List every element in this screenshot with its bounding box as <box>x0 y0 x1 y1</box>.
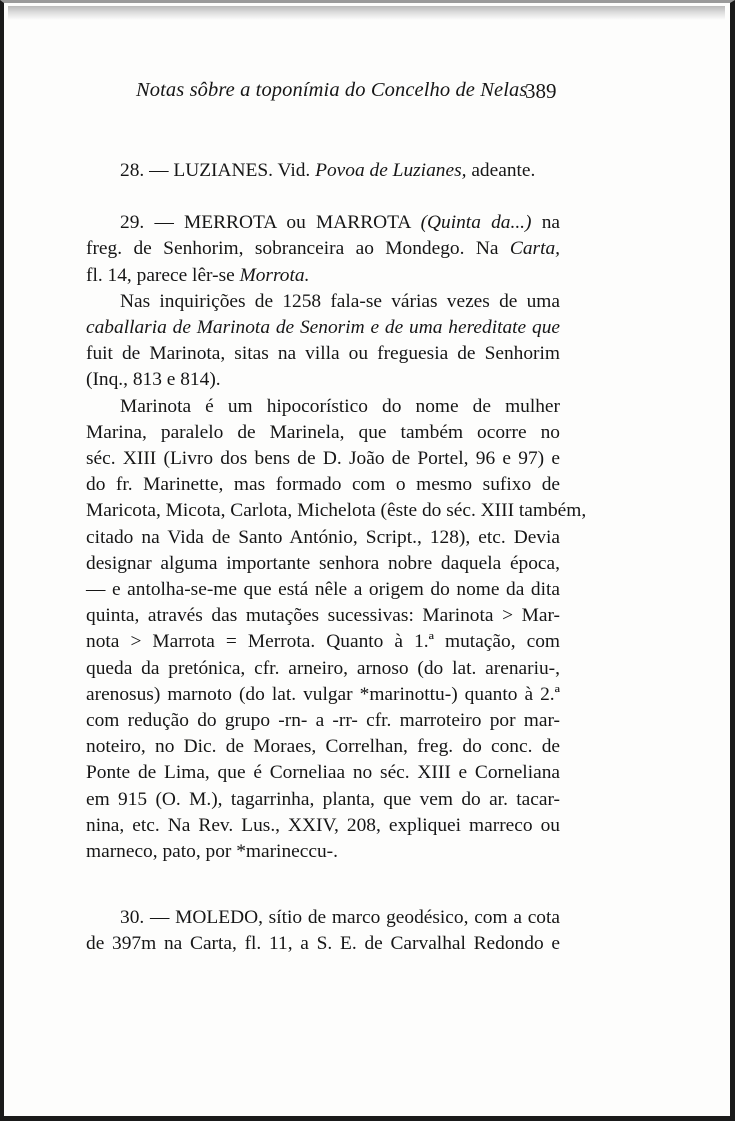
text-line: em 915 (O. M.), tagarrinha, planta, que vem do ar. tacar- <box>86 788 560 810</box>
text-run-italic: Carta, <box>509 238 560 260</box>
text-line: fuit de Marinota, sitas na villa ou freguesia de Senhorim <box>86 343 560 365</box>
text-line: Nas inquirições de 1258 fala-se várias vezes de uma <box>120 290 560 312</box>
entry-29 <box>86 210 560 289</box>
text-line: queda da pretónica, cfr. arneiro, arnoso (do lat. arenariu-, <box>86 657 560 679</box>
text-line: — e antolha-se-me que está nêle a origem do nome da dita <box>86 579 560 601</box>
entry-headword: LUZIANES. <box>173 160 273 181</box>
entry-text: adeante. <box>471 160 536 181</box>
entry-text: Vid. <box>277 160 311 181</box>
text-run: na <box>531 212 560 234</box>
text-line: caballaria de Marinota de Senorim e de uma hereditate que <box>86 317 560 339</box>
text-line <box>86 210 560 236</box>
text-run-italic: Morrota. <box>239 264 310 286</box>
text-line: com redução do grupo -rn- a -rr- cfr. marroteiro por mar- <box>86 710 560 732</box>
text-line: de 397m na Carta, fl. 11, a S. E. de Carvalhal Redondo e <box>86 933 560 955</box>
entry-30 <box>86 905 560 957</box>
entry-reference: Povoa de Luzianes, <box>315 160 467 181</box>
text-run-italic: (Quinta da...) <box>420 212 532 234</box>
text-line: Marina, paralelo de Marinela, que também ocorre no <box>86 421 560 443</box>
text-line: Maricota, Micota, Carlota, Michelota (êste do séc. XIII também, <box>86 500 587 522</box>
text-line: designar alguma importante senhora nobre daquela época, <box>86 552 560 574</box>
text-line: 30. — MOLEDO, sítio de marco geodésico, com a cota <box>120 907 560 929</box>
entry-28-line <box>86 158 560 184</box>
page-header <box>4 79 735 109</box>
text-line: quinta, através das mutações sucessivas: Marinota > Mar- <box>86 605 560 627</box>
text-line: marneco, pato, por *marineccu-. <box>86 841 338 863</box>
entry-28 <box>86 158 560 184</box>
page-body <box>86 158 587 958</box>
running-title: Notas sôbre a toponímia do Concelho de Nelas <box>136 79 528 101</box>
text-line: Ponte de Lima, que é Corneliaa no séc. XIII e Corneliana <box>86 762 560 784</box>
entry-number: 28. — <box>120 160 169 181</box>
text-line <box>86 263 560 289</box>
text-line: citado na Vida de Santo António, Script., 128), etc. Devia <box>86 526 560 548</box>
page-number: 389 <box>525 79 557 103</box>
text-run: 29. — MERROTA ou MARROTA <box>120 212 421 234</box>
text-run: fl. 14, parece lêr-se <box>86 264 240 286</box>
text-line: nina, etc. Na Rev. Lus., XXIV, 208, expliquei marreco ou <box>86 814 560 836</box>
text-line: noteiro, no Dic. de Moraes, Correlhan, freg. do conc. de <box>86 736 560 758</box>
scan-shadow <box>8 6 725 20</box>
entry-29-paragraph-3 <box>86 394 587 866</box>
text-line: Marinota é um hipocorístico do nome de mulher <box>120 395 560 417</box>
text-run: freg. de Senhorim, sobranceira ao Mondego. Na <box>86 238 510 260</box>
text-line <box>86 236 560 262</box>
text-line: (Inq., 813 e 814). <box>86 369 221 391</box>
entry-29-paragraph-2 <box>86 289 560 394</box>
text-line: arenosus) marnoto (do lat. vulgar *marinottu-) quanto à 2.ª <box>86 683 560 705</box>
text-line: nota > Marrota = Merrota. Quanto à 1.ª mutação, com <box>86 631 560 653</box>
text-line: do fr. Marinette, mas formado com o mesmo sufixo de <box>86 474 560 496</box>
text-line: séc. XIII (Livro dos bens de D. João de Portel, 96 e 97) e <box>86 448 560 470</box>
